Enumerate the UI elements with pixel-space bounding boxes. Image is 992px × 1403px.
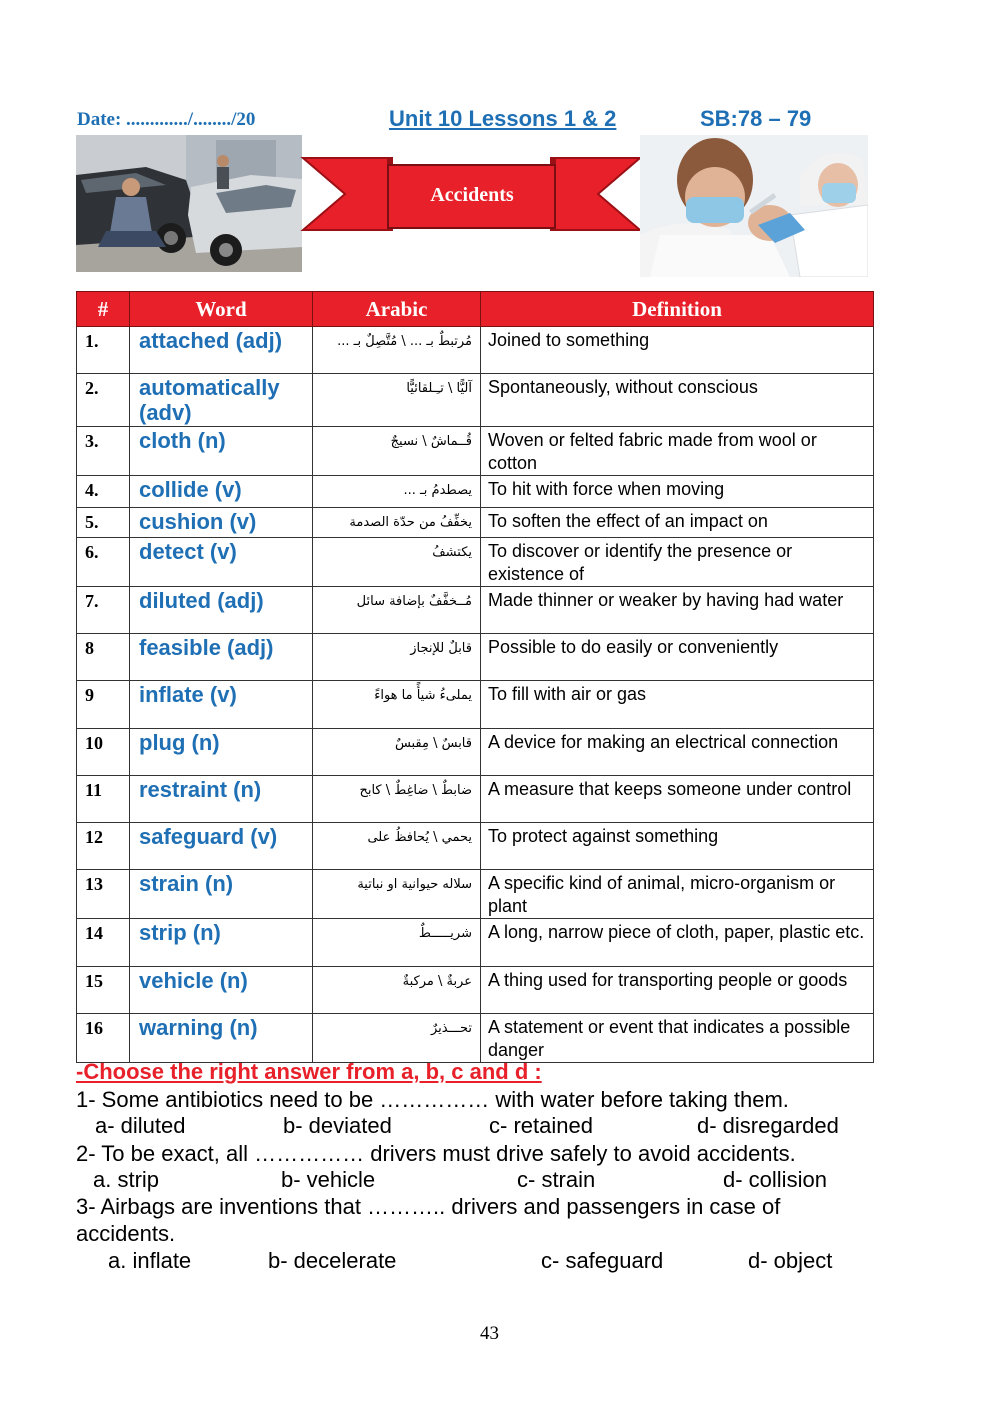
row-word: diluted (adj) (130, 587, 313, 634)
q2-option-d: d- collision (723, 1167, 827, 1192)
vaccination-photo (640, 135, 868, 277)
table-row (77, 327, 874, 374)
row-arabic: يخفِّفُ من حدّة الصدمة (313, 508, 481, 538)
table-header-row (77, 292, 874, 327)
row-definition: Made thinner or weaker by having had water (481, 587, 874, 634)
q3-option-a: a. inflate (108, 1248, 192, 1273)
row-definition: A measure that keeps someone under control (481, 776, 874, 823)
row-arabic: مُــخفَّفٌ بإضافة سائل (313, 587, 481, 634)
row-arabic: يكتشفُ (313, 538, 481, 587)
q2-option-c: c- strain (517, 1167, 596, 1192)
header-number: # (77, 292, 130, 327)
q2-option-a: a. strip (93, 1167, 160, 1192)
row-number: 9 (77, 681, 130, 729)
table-row (77, 538, 874, 587)
exercise-title: -Choose the right answer from a, b, c and d : (76, 1059, 542, 1084)
header-word: Word (130, 292, 313, 327)
row-arabic: شريـــــطٌ (313, 919, 481, 967)
table-row (77, 776, 874, 823)
row-number: 8 (77, 634, 130, 681)
row-word: warning (n) (130, 1014, 313, 1063)
row-arabic: يملىءُ شيأً ما هواءً (313, 681, 481, 729)
row-number: 7. (77, 587, 130, 634)
row-arabic: يحمي \ يُحافظُ على (313, 823, 481, 870)
row-number: 4. (77, 476, 130, 508)
row-word: detect (v) (130, 538, 313, 587)
row-word: inflate (v) (130, 681, 313, 729)
q3-option-c: c- safeguard (541, 1248, 664, 1273)
table-row (77, 681, 874, 729)
table-row (77, 729, 874, 776)
row-number: 14 (77, 919, 130, 967)
row-word: collide (v) (130, 476, 313, 508)
q3-option-d: d- object (748, 1248, 833, 1273)
row-number: 2. (77, 374, 130, 427)
table-row (77, 427, 874, 476)
header-arabic: Arabic (313, 292, 481, 327)
table-row (77, 587, 874, 634)
date-field: Date: ............./......../20 (77, 109, 256, 130)
row-number: 10 (77, 729, 130, 776)
question-3-continued: accidents. (76, 1221, 176, 1246)
row-definition: A statement or event that indicates a possible danger (481, 1014, 874, 1063)
row-number: 16 (77, 1014, 130, 1063)
row-arabic: قُــماشٌ \ نسيجٌ (313, 427, 481, 476)
row-arabic: سلاله حيوانية او نباتية (313, 870, 481, 919)
question-3: 3- Airbags are inventions that ……….. drivers and passengers in case of (76, 1194, 781, 1219)
q2-option-b: b- vehicle (281, 1167, 376, 1192)
student-book-pages: SB:78 – 79 (700, 106, 812, 131)
question-1: 1- Some antibiotics need to be …………… with water before taking them. (76, 1087, 789, 1112)
unit-lesson-title (389, 106, 616, 132)
question-2: 2- To be exact, all …………… drivers must drive safely to avoid accidents. (76, 1141, 796, 1166)
row-word: cushion (v) (130, 508, 313, 538)
page-number: 43 (480, 1323, 499, 1344)
row-number: 12 (77, 823, 130, 870)
row-arabic: آليًّا \ تـِـلقائيًّا (313, 374, 481, 427)
row-number: 3. (77, 427, 130, 476)
row-word: strain (n) (130, 870, 313, 919)
row-number: 15 (77, 967, 130, 1014)
table-row (77, 476, 874, 508)
row-definition: To discover or identify the presence or existence of (481, 538, 874, 587)
car-accident-photo (76, 135, 302, 272)
row-definition: Spontaneously, without conscious (481, 374, 874, 427)
q1-option-b: b- deviated (283, 1113, 392, 1138)
row-number: 11 (77, 776, 130, 823)
unit-lesson-text: nit 10 Lessons 1 & 2 (404, 106, 617, 131)
row-definition: To fill with air or gas (481, 681, 874, 729)
row-definition: To protect against something (481, 823, 874, 870)
q1-option-d: d- disregarded (697, 1113, 839, 1138)
row-definition: A device for making an electrical connection (481, 729, 874, 776)
row-definition: A long, narrow piece of cloth, paper, plastic etc. (481, 919, 874, 967)
row-definition: A thing used for transporting people or goods (481, 967, 874, 1014)
header-definition: Definition (481, 292, 874, 327)
row-number: 13 (77, 870, 130, 919)
row-word: feasible (adj) (130, 634, 313, 681)
q3-option-b: b- decelerate (268, 1248, 397, 1273)
table-row (77, 508, 874, 538)
row-arabic: قابلٌ للإنجاز (313, 634, 481, 681)
q1-option-a: a- diluted (95, 1113, 186, 1138)
row-word: safeguard (v) (130, 823, 313, 870)
row-word: plug (n) (130, 729, 313, 776)
banner-title: Accidents (430, 184, 514, 206)
table-row (77, 967, 874, 1014)
row-arabic: عربةٌ \ مركبةٌ (313, 967, 481, 1014)
row-word: cloth (n) (130, 427, 313, 476)
row-arabic: قابسٌ \ مِقبسٌ (313, 729, 481, 776)
row-arabic: يصطدمُ بـ ... (313, 476, 481, 508)
row-word: vehicle (n) (130, 967, 313, 1014)
row-definition: To hit with force when moving (481, 476, 874, 508)
table-row (77, 634, 874, 681)
row-definition: Woven or felted fabric made from wool or cotton (481, 427, 874, 476)
row-definition: Possible to do easily or conveniently (481, 634, 874, 681)
row-number: 1. (77, 327, 130, 374)
row-arabic: ضابطٌ \ ضاغِطٌ \ كابح (313, 776, 481, 823)
row-number: 6. (77, 538, 130, 587)
row-definition: To soften the effect of an impact on (481, 508, 874, 538)
table-row (77, 823, 874, 870)
table-row (77, 870, 874, 919)
row-definition: A specific kind of animal, micro-organism or plant (481, 870, 874, 919)
vocabulary-table (76, 291, 874, 1063)
row-arabic: مُرتبطٌ بـ ... \ مُتَّصِلٌ بـ ... (313, 327, 481, 374)
table-row (77, 919, 874, 967)
row-word: strip (n) (130, 919, 313, 967)
row-number: 5. (77, 508, 130, 538)
row-word: attached (adj) (130, 327, 313, 374)
row-arabic: تحـــذيرٌ (313, 1014, 481, 1063)
table-row (77, 1014, 874, 1063)
table-row (77, 374, 874, 427)
q1-option-c: c- retained (489, 1113, 593, 1138)
unit-first-letter: U (389, 106, 405, 131)
row-definition: Joined to something (481, 327, 874, 374)
row-word: automatically (adv) (130, 374, 313, 427)
row-word: restraint (n) (130, 776, 313, 823)
